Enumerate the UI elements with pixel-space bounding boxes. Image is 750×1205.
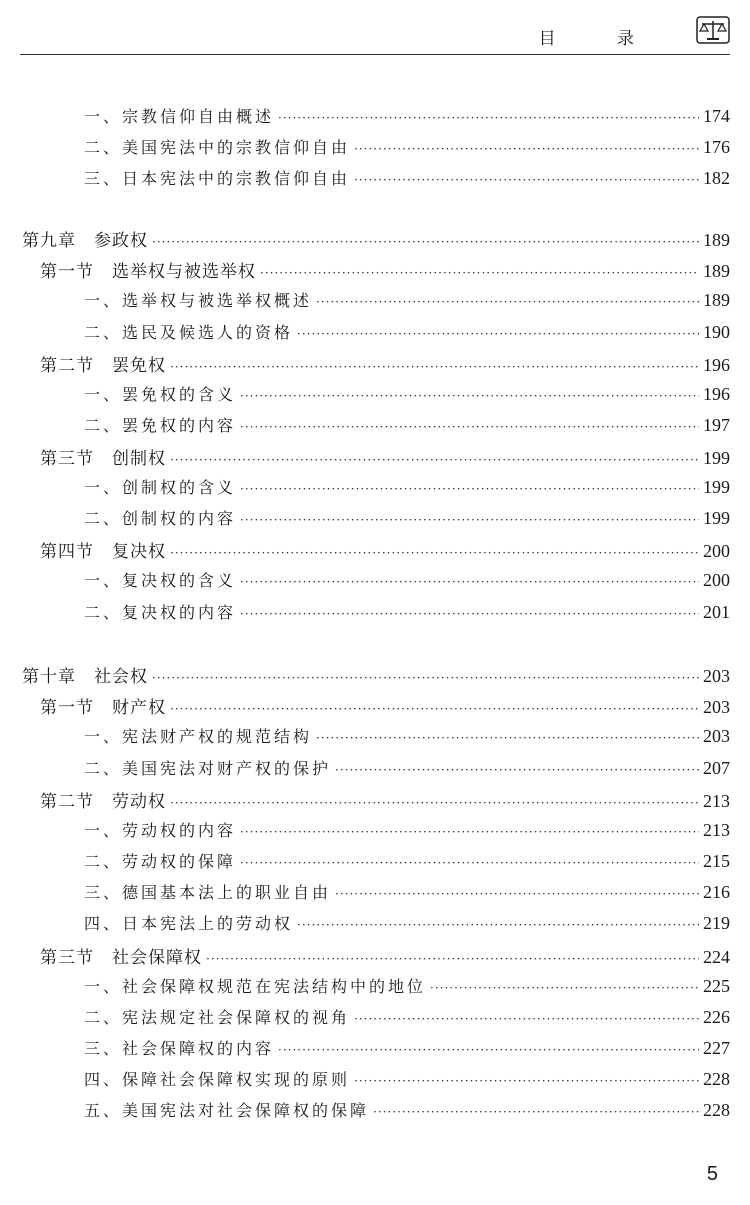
toc-section-row[interactable]	[40, 943, 730, 969]
dot-leader	[278, 111, 699, 125]
toc-entry-page: 227	[703, 1038, 730, 1058]
toc-entry-title: 第十章 社会权	[22, 667, 148, 687]
dot-leader	[354, 1012, 699, 1026]
toc-item-row[interactable]	[84, 382, 730, 408]
toc-entry-page: 228	[703, 1100, 730, 1120]
toc-entry-page: 196	[703, 355, 730, 375]
toc-entry-title: 五、美国宪法对社会保障权的保障	[84, 1101, 370, 1120]
toc-entry-page: 224	[703, 947, 730, 967]
toc-entry-title: 四、日本宪法上的劳动权	[84, 914, 294, 933]
dot-leader	[335, 887, 699, 901]
dot-leader	[170, 702, 699, 716]
toc-entry-page: 199	[703, 477, 730, 497]
toc-entry-page: 216	[703, 882, 730, 902]
page-number: 5	[706, 1163, 718, 1185]
toc-item-row[interactable]	[84, 911, 730, 937]
dot-leader	[170, 546, 699, 560]
toc-entry-page: 189	[703, 290, 730, 310]
toc-entry-page: 190	[703, 322, 730, 342]
toc-entry-title: 二、复决权的内容	[84, 603, 237, 622]
toc-section-row[interactable]	[40, 693, 730, 719]
toc-entry-page: 182	[703, 168, 730, 188]
toc-item-row[interactable]	[84, 849, 730, 875]
toc-entry-title: 第一节 财产权	[40, 698, 166, 718]
toc-item-row[interactable]	[84, 600, 730, 626]
toc-entry-page: 189	[703, 261, 730, 281]
toc-entry-page: 199	[703, 508, 730, 528]
toc-entry-page: 203	[703, 666, 730, 686]
toc-entry-title: 二、宪法规定社会保障权的视角	[84, 1008, 351, 1027]
dot-leader	[170, 360, 699, 374]
toc-entry-title: 一、宗教信仰自由概述	[84, 107, 275, 126]
toc-item-row[interactable]	[84, 413, 730, 439]
toc-entry-title: 一、复决权的含义	[84, 571, 237, 590]
toc-entry-page: 228	[703, 1069, 730, 1089]
toc-item-row[interactable]	[84, 880, 730, 906]
toc-entry-title: 一、罢免权的含义	[84, 385, 237, 404]
toc-entry-title: 一、创制权的含义	[84, 478, 237, 497]
toc-entry-page: 200	[703, 570, 730, 590]
toc-item-row[interactable]	[84, 1036, 730, 1062]
toc-entry-title: 第二节 罢免权	[40, 356, 166, 376]
toc-entry-title: 二、罢免权的内容	[84, 416, 237, 435]
header-title: 目 录	[538, 29, 662, 49]
toc-entry-page: 174	[703, 106, 730, 126]
toc-chapter-row[interactable]	[22, 662, 730, 688]
toc-entry-page: 197	[703, 415, 730, 435]
dot-leader	[240, 575, 699, 589]
toc-item-row[interactable]	[84, 974, 730, 1000]
toc-entry-title: 一、宪法财产权的规范结构	[84, 727, 313, 746]
toc-item-row[interactable]	[84, 1005, 730, 1031]
toc-entry-title: 第三节 社会保障权	[40, 948, 202, 968]
toc-entry-title: 三、日本宪法中的宗教信仰自由	[84, 169, 351, 188]
dot-leader	[240, 825, 699, 839]
scales-of-justice-icon	[696, 16, 730, 44]
dot-leader	[206, 952, 699, 966]
toc-entry-page: 203	[703, 697, 730, 717]
toc-entry-page: 203	[703, 726, 730, 746]
dot-leader	[240, 389, 699, 403]
dot-leader	[430, 981, 699, 995]
dot-leader	[316, 295, 699, 309]
toc-entry-page: 213	[703, 791, 730, 811]
toc-section-row[interactable]	[40, 537, 730, 563]
toc-entry-title: 四、保障社会保障权实现的原则	[84, 1070, 351, 1089]
toc-entry-title: 二、创制权的内容	[84, 509, 237, 528]
toc-item-row[interactable]	[84, 135, 730, 161]
toc-item-row[interactable]	[84, 818, 730, 844]
toc-entry-page: 213	[703, 820, 730, 840]
dot-leader	[240, 420, 699, 434]
toc-item-row[interactable]	[84, 166, 730, 192]
toc-item-row[interactable]	[84, 568, 730, 594]
toc-item-row[interactable]	[84, 104, 730, 130]
dot-leader	[297, 918, 699, 932]
toc-item-row[interactable]	[84, 1098, 730, 1124]
dot-leader	[297, 327, 699, 341]
toc-section-row[interactable]	[40, 787, 730, 813]
dot-leader	[278, 1043, 699, 1057]
toc-entry-title: 二、美国宪法中的宗教信仰自由	[84, 138, 351, 157]
toc-entry-page: 215	[703, 851, 730, 871]
dot-leader	[152, 671, 699, 685]
toc-entry-page: 199	[703, 448, 730, 468]
running-header	[20, 0, 730, 55]
dot-leader	[240, 513, 699, 527]
toc-section-row[interactable]	[40, 444, 730, 470]
toc-entry-page: 207	[703, 758, 730, 778]
toc-section-row[interactable]	[40, 351, 730, 377]
toc-entry-title: 二、选民及候选人的资格	[84, 323, 294, 342]
toc-entry-title: 二、美国宪法对财产权的保护	[84, 759, 332, 778]
dot-leader	[373, 1105, 699, 1119]
toc-item-row[interactable]	[84, 756, 730, 782]
toc-entry-page: 225	[703, 976, 730, 996]
toc-entry-title: 第二节 劳动权	[40, 792, 166, 812]
toc-entry-title: 二、劳动权的保障	[84, 852, 237, 871]
dot-leader	[240, 856, 699, 870]
toc-entry-title: 三、德国基本法上的职业自由	[84, 883, 332, 902]
dot-leader	[335, 763, 699, 777]
toc-item-row[interactable]	[84, 320, 730, 346]
dot-leader	[170, 796, 699, 810]
dot-leader	[240, 607, 699, 621]
toc-entry-page: 200	[703, 541, 730, 561]
toc-chapter-row[interactable]	[22, 226, 730, 252]
toc-entry-page: 226	[703, 1007, 730, 1027]
toc-item-row[interactable]	[84, 1067, 730, 1093]
dot-leader	[354, 1074, 699, 1088]
toc-entry-title: 一、劳动权的内容	[84, 821, 237, 840]
dot-leader	[354, 173, 699, 187]
dot-leader	[152, 235, 699, 249]
toc-entry-page: 196	[703, 384, 730, 404]
toc-item-row[interactable]	[84, 475, 730, 501]
toc-item-row[interactable]	[84, 506, 730, 532]
dot-leader	[260, 266, 699, 280]
toc-entry-page: 219	[703, 913, 730, 933]
toc-section-row[interactable]	[40, 257, 730, 283]
toc-entry-title: 第三节 创制权	[40, 449, 166, 469]
dot-leader	[240, 482, 699, 496]
toc-entry-title: 第九章 参政权	[22, 231, 148, 251]
toc-item-row[interactable]	[84, 724, 730, 750]
toc-entry-title: 一、选举权与被选举权概述	[84, 291, 313, 310]
toc-entry-title: 一、社会保障权规范在宪法结构中的地位	[84, 977, 427, 996]
dot-leader	[354, 142, 699, 156]
toc-entry-title: 第四节 复决权	[40, 542, 166, 562]
toc-entry-title: 三、社会保障权的内容	[84, 1039, 275, 1058]
toc-entry-page: 201	[703, 602, 730, 622]
toc-entry-page: 189	[703, 230, 730, 250]
dot-leader	[316, 731, 699, 745]
toc-entry-page: 176	[703, 137, 730, 157]
toc-entry-title: 第一节 选举权与被选举权	[40, 262, 256, 282]
toc-item-row[interactable]	[84, 288, 730, 314]
dot-leader	[170, 453, 699, 467]
